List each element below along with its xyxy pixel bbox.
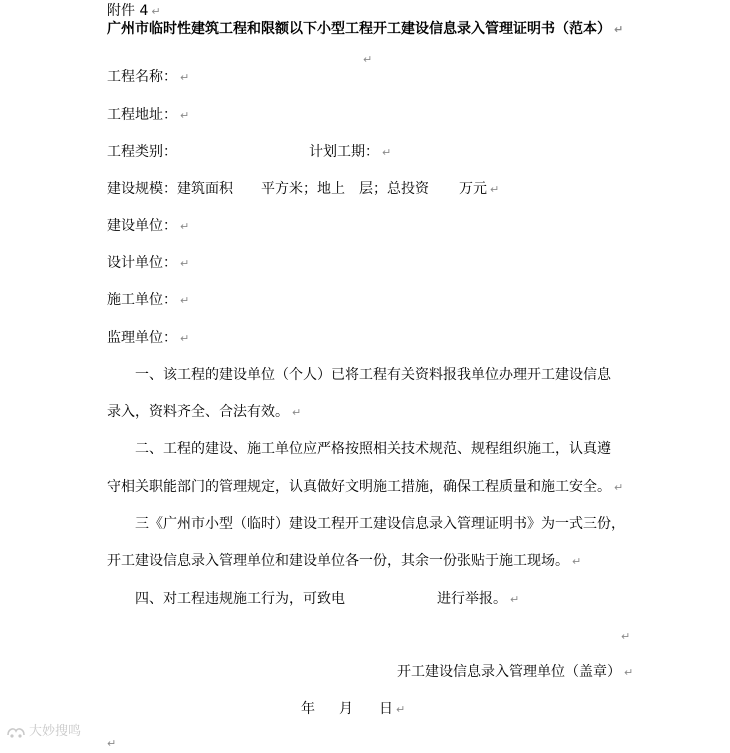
field-project-category-row (107, 143, 391, 162)
paragraph-mark-icon: ↵ (614, 23, 624, 36)
paragraph-mark-icon: ↵ (363, 53, 373, 66)
paragraph-mark-icon: ↵ (180, 294, 190, 307)
signature-date-line (301, 700, 405, 719)
field-label: 施工单位： (107, 292, 177, 308)
date-month: 月 (339, 701, 353, 717)
signature-issuer: 开工建设信息录入管理单位（盖章） (397, 664, 621, 680)
scale-unit-money: 万元 (459, 181, 487, 197)
watermark (6, 724, 81, 740)
clause-text: 二、工程的建设、施工单位应严格按照相关技术规范、规程组织施工，认真遵 (135, 441, 611, 457)
date-year: 年 (301, 701, 315, 717)
clause-3-line-1 (135, 515, 625, 533)
paragraph-mark-icon: ↵ (510, 593, 520, 606)
annex-label: 附件 4 (107, 3, 149, 19)
paragraph-mark-icon: ↵ (624, 666, 634, 679)
paragraph-mark-icon: ↵ (614, 481, 624, 494)
paragraph-mark-icon: ↵ (396, 703, 406, 716)
document-title: 广州市临时性建筑工程和限额以下小型工程开工建设信息录入管理证明书（范本） (107, 21, 611, 37)
date-day: 日 (379, 701, 393, 717)
clause-3-line-2 (107, 552, 581, 571)
clause-2-line-1 (135, 440, 611, 458)
empty-paragraph (363, 50, 372, 69)
document-title-line (107, 20, 623, 39)
field-design-unit (107, 254, 189, 273)
field-label-duration: 计划工期： (309, 144, 379, 160)
paragraph-mark-icon: ↵ (107, 737, 117, 750)
empty-paragraph (621, 627, 630, 646)
paragraph-mark-icon: ↵ (490, 183, 500, 196)
paragraph-mark-icon: ↵ (292, 406, 302, 419)
signature-issuer-line (397, 663, 633, 682)
watermark-text: 大妙搜鸣 (29, 724, 82, 739)
paragraph-mark-icon: ↵ (382, 146, 392, 159)
field-supervision-unit (107, 329, 189, 348)
scale-unit-floors: 层；总投资 (359, 181, 429, 197)
scale-unit-area: 平方米；地上 (261, 181, 345, 197)
clause-2-line-2 (107, 478, 623, 497)
field-construction-scale (107, 180, 499, 199)
paragraph-mark-icon: ↵ (151, 5, 161, 18)
field-project-name (107, 68, 189, 87)
clause-text: 录入，资料齐全、合法有效。 (107, 404, 289, 420)
clause-text: 一、该工程的建设单位（个人）已将工程有关资料报我单位办理开工建设信息 (135, 367, 611, 383)
field-label-category: 工程类别： (107, 144, 177, 160)
field-project-address (107, 106, 189, 125)
clause-text: 开工建设信息录入管理单位和建设单位各一份，其余一份张贴于施工现场。 (107, 553, 569, 569)
clause-text: 四、对工程违规施工行为，可致电 (135, 591, 345, 607)
paragraph-mark-icon: ↵ (621, 630, 631, 643)
field-construction-unit (107, 217, 189, 236)
paragraph-mark-icon: ↵ (180, 220, 190, 233)
paragraph-mark-icon: ↵ (180, 257, 190, 270)
field-label: 设计单位： (107, 255, 177, 271)
watermark-logo-icon (6, 725, 26, 739)
paragraph-mark-icon: ↵ (180, 332, 190, 345)
field-builder-unit (107, 291, 189, 310)
clause-text: 三《广州市小型（临时）建设工程开工建设信息录入管理证明书》为一式三份， (135, 516, 625, 532)
clause-4 (135, 590, 519, 609)
paragraph-mark-icon: ↵ (572, 555, 582, 568)
paragraph-mark-icon: ↵ (180, 71, 190, 84)
field-label: 建设单位： (107, 218, 177, 234)
clause-text-suffix: 进行举报。 (437, 591, 507, 607)
clause-1-line-1 (135, 366, 611, 384)
annex-label-line (107, 2, 161, 21)
scale-prefix: 建设规模：建筑面积 (107, 181, 233, 197)
field-label: 工程名称： (107, 69, 177, 85)
field-label: 监理单位： (107, 330, 177, 346)
paragraph-mark-icon: ↵ (180, 109, 190, 122)
field-label: 工程地址： (107, 107, 177, 123)
clause-1-line-2 (107, 403, 301, 422)
empty-paragraph (107, 734, 116, 753)
clause-text: 守相关职能部门的管理规定，认真做好文明施工措施，确保工程质量和施工安全。 (107, 479, 611, 495)
